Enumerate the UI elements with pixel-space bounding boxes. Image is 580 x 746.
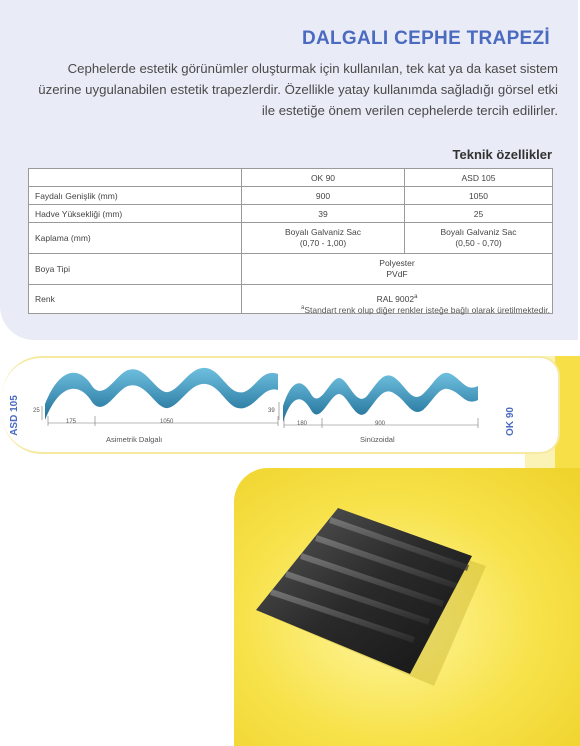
cell-value: 39 bbox=[242, 205, 405, 223]
product-photo-panel bbox=[234, 468, 580, 746]
specs-table bbox=[28, 168, 553, 314]
ok90-sheet-drawing bbox=[279, 373, 478, 428]
footnote-text: Standart renk olup diğer renkler isteğe bağlı olarak üretilmektedir. bbox=[304, 305, 550, 315]
asd105-sheet-drawing bbox=[42, 368, 278, 426]
row-label: Faydalı Genişlik (mm) bbox=[29, 187, 242, 205]
asd105-pitch-dim: 175 bbox=[66, 419, 77, 425]
table-header-row bbox=[29, 169, 553, 187]
profile-drawings bbox=[0, 356, 520, 450]
table-row bbox=[29, 187, 553, 205]
page-title: DALGALI CEPHE TRAPEZİ bbox=[301, 28, 550, 49]
cell-line: PVdF bbox=[386, 269, 408, 279]
specs-heading: Teknik özellikler bbox=[452, 147, 552, 162]
intro-text bbox=[18, 58, 558, 121]
ok90-pitch-dim: 180 bbox=[297, 421, 308, 427]
row-label: Boya Tipi bbox=[29, 254, 242, 285]
cell-value: 1050 bbox=[405, 187, 553, 205]
cell-line: (0,50 - 0,70) bbox=[455, 238, 502, 248]
product-photo bbox=[234, 468, 580, 746]
row-label: Kaplama (mm) bbox=[29, 223, 242, 254]
cell-value: 25 bbox=[405, 205, 553, 223]
asd105-height-dim: 25 bbox=[33, 408, 40, 414]
asymmetric-label: Asimetrik Dalgalı bbox=[106, 435, 163, 444]
cell-line: Boyalı Galvaniz Sac bbox=[440, 227, 517, 237]
intro-line-3: ile estetiğe önem verilen cephelerde tercih edilirler. bbox=[261, 103, 558, 118]
table-row bbox=[29, 254, 553, 285]
intro-line-2: üzerine uygulanabilen estetik trapezlerdir. Özellikle yatay kullanımda sağladığı görsel etki bbox=[38, 82, 558, 97]
wave-sheet-left bbox=[45, 368, 278, 420]
cell-line: (0,70 - 1,00) bbox=[299, 238, 347, 248]
table-row bbox=[29, 205, 553, 223]
cell-value bbox=[405, 223, 553, 254]
intro-line-1: Cephelerde estetik görünümler oluşturmak için kullanılan, tek kat ya da kaset sistem bbox=[67, 61, 558, 76]
asd105-code: ASD 105 bbox=[8, 395, 20, 436]
footnote-marker: a bbox=[414, 294, 418, 301]
footnote bbox=[301, 305, 550, 315]
ok90-code: OK 90 bbox=[504, 407, 516, 436]
corrugated-sheet-photo bbox=[256, 508, 486, 686]
header-cell-empty bbox=[29, 169, 242, 187]
ok90-height-dim: 39 bbox=[268, 408, 275, 414]
cell-line: Boyalı Galvaniz Sac bbox=[284, 227, 362, 237]
sinusoidal-label: Sinüzoidal bbox=[360, 435, 395, 444]
row-label: Hadve Yüksekliği (mm) bbox=[29, 205, 242, 223]
table-row bbox=[29, 223, 553, 254]
cell-value bbox=[242, 223, 405, 254]
footnote-marker: a bbox=[300, 305, 305, 312]
ok90-width-dim: 900 bbox=[375, 421, 386, 427]
header-cell-ok90: OK 90 bbox=[242, 169, 405, 187]
wave-sheet-right bbox=[283, 373, 478, 422]
header-cell-asd105: ASD 105 bbox=[405, 169, 553, 187]
cell-line: Polyester bbox=[379, 258, 415, 268]
cell-value: 900 bbox=[242, 187, 405, 205]
cell-value bbox=[242, 254, 553, 285]
color-value: RAL 9002 bbox=[376, 294, 415, 304]
row-label: Renk bbox=[29, 285, 242, 314]
asd105-width-dim: 1050 bbox=[160, 419, 174, 425]
